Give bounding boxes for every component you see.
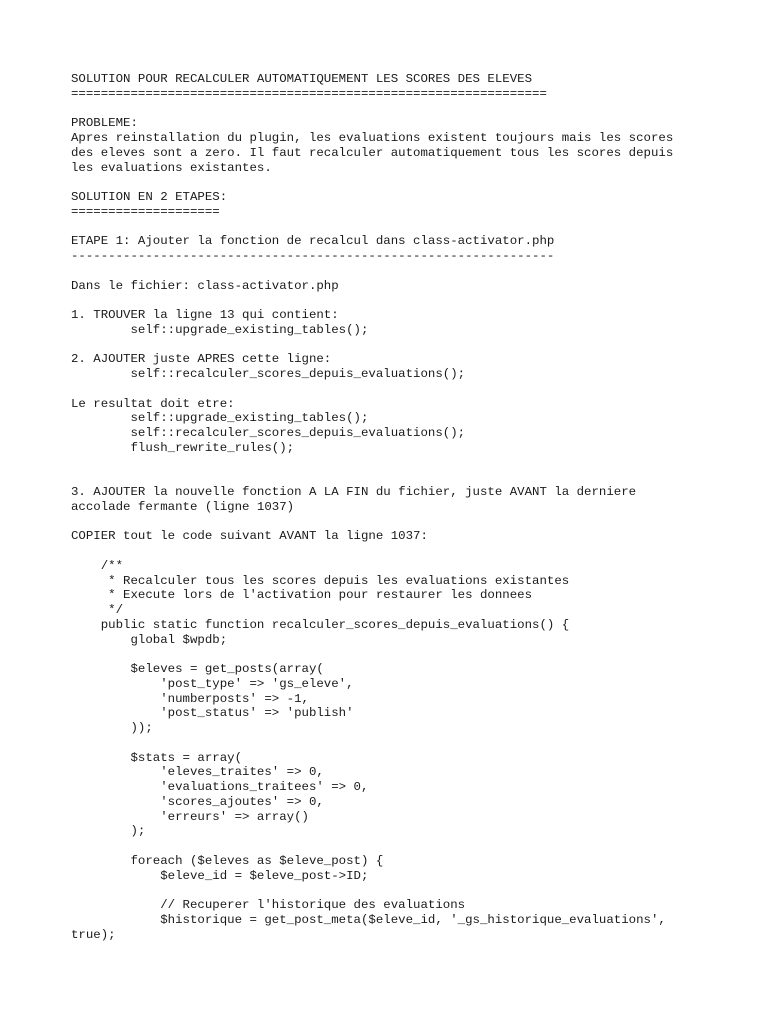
text-line: 1. TROUVER la ligne 13 qui contient: <box>71 308 339 322</box>
text-line: PROBLEME: <box>71 116 138 131</box>
text-line: self::recalculer_scores_depuis_evaluations(); <box>71 426 466 440</box>
text-line: 2. AJOUTER juste APRES cette ligne: <box>71 352 332 367</box>
document-body <box>71 72 731 942</box>
text-line: 'post_type' => 'gs_eleve', <box>71 676 354 691</box>
text-line: flush_rewrite_rules(); <box>71 440 295 455</box>
text-line: * Execute lors de l'activation pour restaurer les donnees <box>71 588 533 603</box>
text-line: public static function recalculer_scores_depuis_evaluations() { <box>71 617 570 632</box>
text-line: ); <box>71 824 146 839</box>
text-line: 'eleves_traites' => 0, <box>71 765 324 780</box>
text-line: self::recalculer_scores_depuis_evaluations(); <box>71 367 466 381</box>
text-line: SOLUTION POUR RECALCULER AUTOMATIQUEMENT LES SCORES DES ELEVES <box>71 72 533 86</box>
text-line: des eleves sont a zero. Il faut recalculer automatiquement tous les scores depuis <box>71 145 674 160</box>
text-line: * Recalculer tous les scores depuis les evaluations existantes <box>71 573 570 588</box>
text-line: $eleves = get_posts(array( <box>71 662 324 676</box>
text-line: ================================================================ <box>71 86 547 101</box>
text-line: /** <box>71 558 124 573</box>
text-line: les evaluations existantes. <box>71 160 272 175</box>
text-line: COPIER tout le code suivant AVANT la ligne 1037: <box>71 529 428 544</box>
text-line: ETAPE 1: Ajouter la fonction de recalcul dans class-activator.php <box>71 234 555 249</box>
text-line: // Recuperer l'historique des evaluations <box>71 898 466 912</box>
text-line: 'scores_ajoutes' => 0, <box>71 794 324 809</box>
text-line: */ <box>71 603 124 617</box>
text-line: ==================== <box>71 204 220 219</box>
text-line: $stats = array( <box>71 750 243 765</box>
text-line: 'post_status' => 'publish' <box>71 706 354 721</box>
text-line: 'erreurs' => array() <box>71 809 309 824</box>
text-line: $eleve_id = $eleve_post->ID; <box>71 868 369 883</box>
text-line: accolade fermante (ligne 1037) <box>71 499 295 514</box>
text-line: Apres reinstallation du plugin, les evaluations existent toujours mais les scores <box>71 131 674 145</box>
text-line: SOLUTION EN 2 ETAPES: <box>71 190 228 204</box>
text-line: Le resultat doit etre: <box>71 396 235 411</box>
text-line: true); <box>71 927 116 942</box>
text-line: self::upgrade_existing_tables(); <box>71 411 369 426</box>
text-line: 'evaluations_traitees' => 0, <box>71 780 369 794</box>
text-line: Dans le fichier: class-activator.php <box>71 278 339 293</box>
document-page <box>71 72 731 942</box>
text-line: $historique = get_post_meta($eleve_id, '_gs_historique_evaluations', <box>71 912 666 927</box>
text-line: 3. AJOUTER la nouvelle fonction A LA FIN du fichier, juste AVANT la derniere <box>71 485 637 499</box>
text-line: global $wpdb; <box>71 632 228 647</box>
text-line: 'numberposts' => -1, <box>71 691 309 706</box>
text-line: ----------------------------------------------------------------- <box>71 249 555 263</box>
text-line: self::upgrade_existing_tables(); <box>71 322 369 337</box>
text-line: )); <box>71 721 153 735</box>
text-line: foreach ($eleves as $eleve_post) { <box>71 853 384 868</box>
